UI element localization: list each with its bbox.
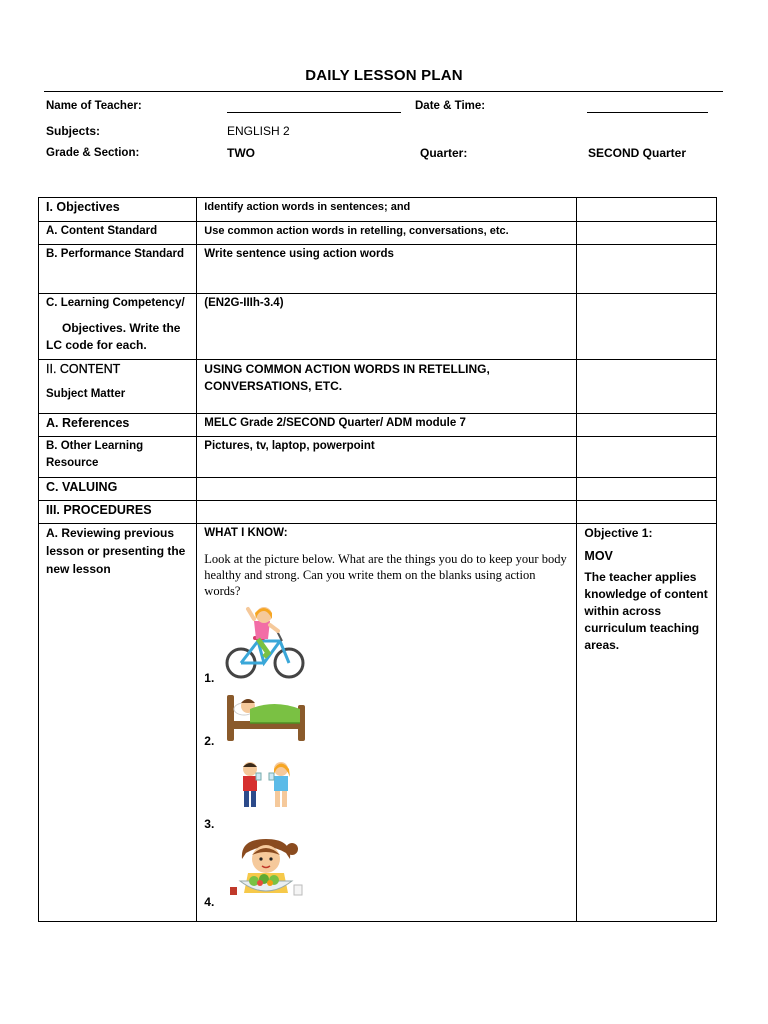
valuing-label: C. VALUING [39,478,197,501]
subject-matter-label: Subject Matter [46,388,126,400]
references-value: MELC Grade 2/SECOND Quarter/ ADM module 7 [197,414,577,437]
content-value: USING COMMON ACTION WORDS IN RETELLING, CONVERSATIONS, ETC. [197,360,577,414]
performance-standard-notes-cell [577,245,717,294]
grade-section-label: Grade & Section: [46,147,140,159]
content-notes-cell [577,360,717,414]
objective-1-label: Objective 1: [584,526,653,540]
reviewing-notes [577,524,717,922]
list-item-number: 4. [204,895,215,909]
girl-riding-bicycle-icon [224,605,306,681]
mov-label: MOV [584,549,613,563]
learning-competency-notes-cell [577,294,717,360]
reviewing-label: A. Reviewing previous lesson or presenting the new lesson [39,524,197,922]
content-standard-label: A. Content Standard [39,222,197,245]
objectives-label: I. Objectives [39,198,197,222]
table-row [39,222,717,245]
quarter-value: SECOND Quarter [588,146,687,160]
what-i-know-heading: WHAT I KNOW: [204,527,288,539]
performance-standard-label: B. Performance Standard [39,245,197,294]
valuing-notes-cell [577,478,717,501]
other-resources-notes-cell [577,437,717,478]
content-label [39,360,197,414]
objectives-value: Identify action words in sentences; and [197,198,577,222]
document-title: DAILY LESSON PLAN [305,67,463,84]
other-resources-label: B. Other Learning Resource [39,437,197,478]
other-resources-value: Pictures, tv, laptop, powerpoint [197,437,577,478]
learning-competency-label-line2: Objectives. Write the LC code for each. [46,321,181,352]
list-item-number: 2. [204,734,215,748]
reviewing-instruction: Look at the picture below. What are the things you do to keep your body healthy and strong. Can you write them on the blanks using action words? [204,552,567,598]
table-row [39,245,717,294]
table-row [39,198,717,222]
procedures-label: III. PROCEDURES [39,501,197,524]
content-standard-notes-cell [577,222,717,245]
list-item-number: 1. [204,671,215,685]
mov-text: The teacher applies knowledge of content within across curriculum teaching areas. [584,570,708,652]
list-item-number: 3. [204,817,215,831]
learning-competency-value: (EN2G-IIIh-3.4) [197,294,577,360]
table-row [39,360,717,414]
references-label: A. References [39,414,197,437]
learning-competency-label [39,294,197,360]
girl-eating-salad-icon [226,837,308,901]
reviewing-content [197,524,577,922]
quarter-label: Quarter: [420,146,468,160]
picture-list [204,599,570,921]
date-time-blank[interactable] [587,112,708,113]
child-sleeping-in-bed-icon [224,691,308,743]
subjects-value: ENGLISH 2 [227,124,290,138]
teacher-name-blank[interactable] [227,112,401,113]
content-standard-value: Use common action words in retelling, conversations, etc. [197,222,577,245]
table-row [39,478,717,501]
valuing-value [197,478,577,501]
objectives-notes-cell [577,198,717,222]
table-row [39,524,717,922]
procedures-notes-cell [577,501,717,524]
content-label-line1: II. CONTENT [46,362,121,376]
children-drinking-water-icon [234,759,298,815]
title-rule [44,91,723,92]
date-time-label: Date & Time: [415,100,486,112]
grade-section-value: TWO [227,146,255,160]
table-row [39,294,717,360]
table-row [39,414,717,437]
learning-competency-label-line1: C. Learning Competency/ [46,297,185,309]
references-notes-cell [577,414,717,437]
lesson-plan-table [38,197,717,922]
performance-standard-value: Write sentence using action words [197,245,577,294]
teacher-label: Name of Teacher: [46,100,142,112]
table-row [39,501,717,524]
procedures-value [197,501,577,524]
table-row [39,437,717,478]
subjects-label: Subjects: [46,124,101,138]
